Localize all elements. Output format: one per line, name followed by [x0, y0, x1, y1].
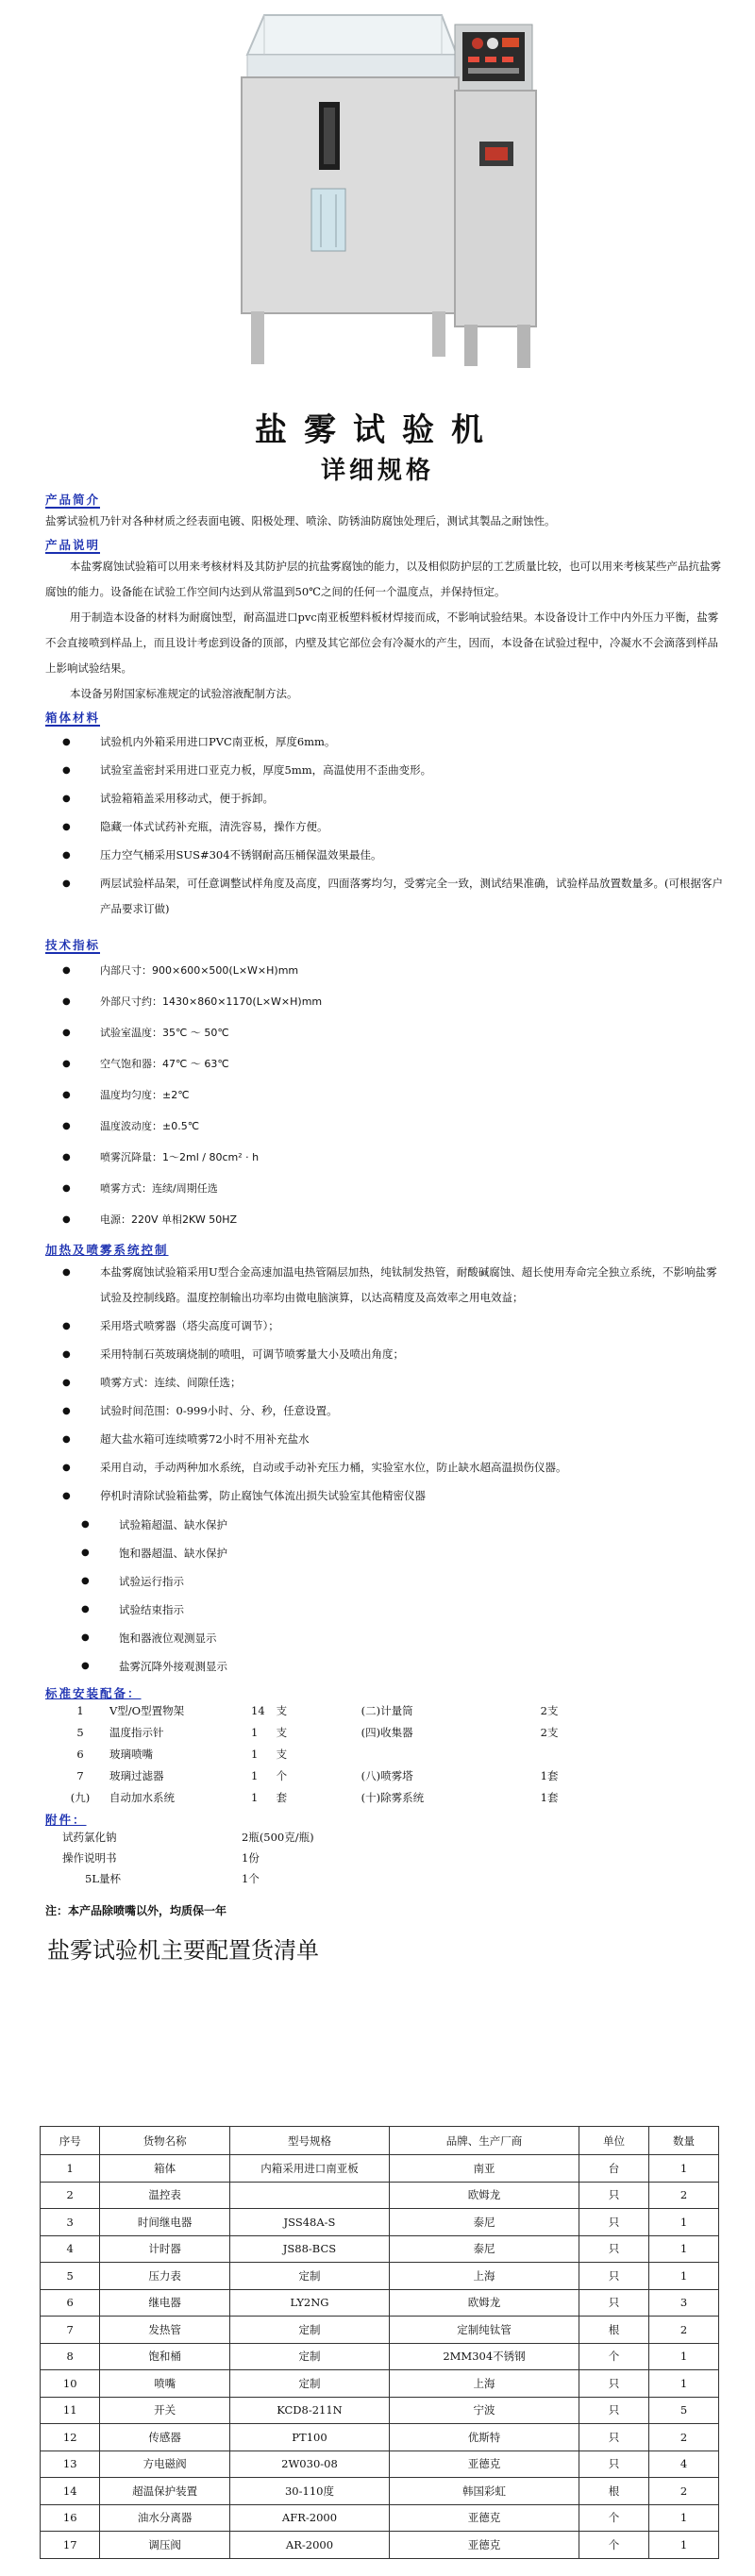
table-cell: 30-110度 — [229, 2478, 389, 2505]
table-row — [41, 2289, 719, 2317]
section-heading-description: 产品说明 — [45, 538, 101, 552]
table-cell: AFR-2000 — [229, 2504, 389, 2532]
table-cell: 试药氯化钠 — [62, 1831, 117, 1844]
table-cell: 17 — [41, 2532, 100, 2559]
list-item: ● 饱和器超温、缺水保护 — [81, 1541, 725, 1565]
protection-list — [81, 1513, 725, 1679]
table-cell: (四)收集器 — [361, 1726, 413, 1739]
table-cell: (九) — [70, 1791, 91, 1804]
table-cell: 7 — [76, 1769, 84, 1782]
table-cell: 上海 — [390, 2370, 579, 2398]
table-cell: 1 — [648, 2235, 718, 2263]
column-header: 序号 — [41, 2127, 100, 2155]
table-row — [41, 2451, 719, 2478]
column-header: 货物名称 — [100, 2127, 229, 2155]
table-cell: 泰尼 — [390, 2209, 579, 2236]
table-cell: 只 — [579, 2182, 648, 2209]
list-item: ● 本盐雾腐蚀试验箱采用U型合金高速加温电热管隔层加热，纯钛制发热管，耐酸碱腐蚀、超长使用寿命完全独立系统，不影响盐雾试验及控制线路。温度控制输出功率均由微电脑演算，以达高精度及高效率之用电效益； — [62, 1260, 725, 1311]
table-header-row — [41, 2127, 719, 2155]
table-row — [57, 1787, 563, 1809]
table-cell: 方电磁阀 — [100, 2451, 229, 2478]
table-cell: 1 — [251, 1791, 259, 1804]
list-item: ● 试验室温度：35℃ ～ 50℃ — [62, 1019, 725, 1047]
list-item: ● 盐雾沉降外接观测显示 — [81, 1654, 725, 1679]
section-heading-attachment: 附件： — [45, 1813, 87, 1827]
table-cell: 宁波 — [390, 2397, 579, 2424]
list-item: ● 采用塔式喷雾器（塔尖高度可调节）； — [62, 1313, 725, 1339]
table-cell: LY2NG — [229, 2289, 389, 2317]
table-row — [41, 2209, 719, 2236]
table-cell: 2 — [648, 2424, 718, 2451]
table-cell: 自动加水系统 — [109, 1791, 175, 1804]
table-cell: AR-2000 — [229, 2532, 389, 2559]
attachment-table — [57, 1827, 320, 1889]
list-item: ● 采用自动，手动两种加水系统，自动或手动补充压力桶，实验室水位，防止缺水超高温损伤仪器。 — [62, 1455, 725, 1480]
list-item: ● 喷雾沉降量：1～2ml / 80cm² · h — [62, 1144, 725, 1172]
list-item: ● 外部尺寸约：1430×860×1170(L×W×H)mm — [62, 988, 725, 1016]
table-cell: 台 — [579, 2155, 648, 2183]
list-item: ● 温度均匀度：±2℃ — [62, 1081, 725, 1110]
table-cell: 1个 — [242, 1872, 260, 1885]
table-cell: 调压阀 — [100, 2532, 229, 2559]
table-cell: 2W030-08 — [229, 2451, 389, 2478]
table-cell: (二)计量筒 — [361, 1704, 413, 1717]
table-cell: 定制 — [229, 2263, 389, 2290]
list-item: ● 试验机内外箱采用进口PVC南亚板，厚度6mm。 — [62, 729, 725, 755]
table-cell: 亚德克 — [390, 2504, 579, 2532]
description-paragraph: 本盐雾腐蚀试验箱可以用来考核材料及其防护层的抗盐雾腐蚀的能力，以及相似防护层的工艺质量比较，也可以用来考核某些产品抗盐雾腐蚀的能力。设备能在试验工作空间内达到从常温到50℃之间的任何一个温度点，并保持恒定。 — [45, 560, 721, 598]
table-cell: 只 — [579, 2289, 648, 2317]
description-paragraph: 用于制造本设备的材料为耐腐蚀型，耐高温进口pvc南亚板塑料板材焊接而成，不影响试验结果。本设备设计工作中内外压力平衡，盐雾不会直接喷到样品上，而且设计考虑到设备的顶部，内壁及其它部位会有冷凝水的产生，因而，本设备在试验过程中，冷凝水不会滴落到样品上影响试验结果。 — [45, 611, 719, 675]
table-row — [57, 1744, 563, 1765]
table-row — [41, 2182, 719, 2209]
list-item: ● 试验结束指示 — [81, 1597, 725, 1622]
list-item: ● 停机时清除试验箱盐雾，防止腐蚀气体流出损失试验室其他精密仪器 — [62, 1483, 725, 1509]
column-header: 数量 — [648, 2127, 718, 2155]
spec-document — [45, 489, 725, 1965]
table-row — [41, 2397, 719, 2424]
list-item: ● 超大盐水箱可连续喷雾72小时不用补充盐水 — [62, 1427, 725, 1452]
table-cell: 只 — [579, 2209, 648, 2236]
table-row — [41, 2343, 719, 2370]
table-cell: 5 — [76, 1726, 84, 1739]
table-cell: 箱体 — [100, 2155, 229, 2183]
goods-table — [40, 2126, 719, 2559]
table-cell: 4 — [41, 2235, 100, 2263]
table-row — [41, 2317, 719, 2344]
intro-text: 盐雾试验机乃针对各种材质之经表面电镀、阳极处理、喷涂、防锈油防腐蚀处理后，测试其製品之耐蚀性。 — [45, 514, 556, 527]
table-cell: JSS48A-S — [229, 2209, 389, 2236]
table-cell: 1 — [648, 2504, 718, 2532]
table-row — [41, 2532, 719, 2559]
table-cell: 1 — [648, 2532, 718, 2559]
section-heading-accessories: 标准安装配备： — [45, 1686, 142, 1700]
table-cell: 饱和桶 — [100, 2343, 229, 2370]
list-item: ● 空气饱和器：47℃ ～ 63℃ — [62, 1050, 725, 1079]
table-cell: 亚德克 — [390, 2451, 579, 2478]
table-cell: 个 — [579, 2343, 648, 2370]
table-cell: 根 — [579, 2478, 648, 2505]
table-row — [41, 2155, 719, 2183]
goods-table-body — [41, 2155, 719, 2559]
table-cell: 1 — [648, 2209, 718, 2236]
table-cell: 操作说明书 — [62, 1851, 117, 1865]
table-cell: 欧姆龙 — [390, 2182, 579, 2209]
table-cell: 1 — [251, 1726, 259, 1739]
list-item: ● 喷雾方式：连续、间隙任选； — [62, 1370, 725, 1396]
table-cell: 1套 — [540, 1791, 559, 1804]
table-cell: 泰尼 — [390, 2235, 579, 2263]
table-cell: 定制 — [229, 2317, 389, 2344]
heating-list — [62, 1260, 725, 1509]
table-row — [41, 2504, 719, 2532]
table-cell: 时间继电器 — [100, 2209, 229, 2236]
table-cell: 只 — [579, 2235, 648, 2263]
table-cell: 发热管 — [100, 2317, 229, 2344]
table-cell: 1套 — [540, 1769, 559, 1782]
table-cell: 根 — [579, 2317, 648, 2344]
table-cell: 2 — [648, 2317, 718, 2344]
table-cell: 1 — [251, 1748, 259, 1761]
table-cell: 套 — [276, 1791, 288, 1804]
table-cell: 1 — [76, 1704, 84, 1717]
table-cell: 计时器 — [100, 2235, 229, 2263]
table-cell: 只 — [579, 2397, 648, 2424]
table-cell: 个 — [579, 2532, 648, 2559]
table-cell: 喷嘴 — [100, 2370, 229, 2398]
table-cell: 2 — [41, 2182, 100, 2209]
table-cell: 压力表 — [100, 2263, 229, 2290]
table-cell: 2支 — [540, 1704, 559, 1717]
table-cell: 14 — [251, 1704, 265, 1717]
table-row — [41, 2424, 719, 2451]
table-cell: 温度指示针 — [109, 1726, 164, 1739]
table-cell — [535, 1744, 564, 1765]
table-cell: 2 — [648, 2478, 718, 2505]
table-row — [41, 2370, 719, 2398]
table-cell: 1 — [648, 2343, 718, 2370]
table-cell — [356, 1744, 535, 1765]
table-cell: 7 — [41, 2317, 100, 2344]
table-cell: 个 — [276, 1769, 288, 1782]
table-cell: 传感器 — [100, 2424, 229, 2451]
table-cell: 1 — [648, 2263, 718, 2290]
table-cell: 玻璃喷嘴 — [109, 1748, 153, 1761]
table-row — [57, 1765, 563, 1787]
config-list-title: 盐雾试验机主要配置货清单 — [47, 1937, 319, 1964]
table-cell: 14 — [41, 2478, 100, 2505]
table-row — [41, 2235, 719, 2263]
table-cell: (八)喷雾塔 — [361, 1769, 413, 1782]
table-cell: 玻璃过滤器 — [109, 1769, 164, 1782]
table-row — [57, 1848, 320, 1868]
table-cell: 继电器 — [100, 2289, 229, 2317]
table-cell: 定制纯钛管 — [390, 2317, 579, 2344]
list-item: ● 两层试验样品架，可任意调整试样角度及高度，四面落雾均匀，受雾完全一致，测试结果准确，试验样品放置数量多。(可根据客户产品要求订做) — [62, 871, 725, 922]
table-cell: 支 — [276, 1748, 288, 1761]
table-cell: 只 — [579, 2370, 648, 2398]
table-cell: 1 — [648, 2370, 718, 2398]
list-item: ● 压力空气桶采用SUS#304不锈钢耐高压桶保温效果最佳。 — [62, 843, 725, 868]
table-cell: 只 — [579, 2263, 648, 2290]
table-cell: 3 — [41, 2209, 100, 2236]
list-item: ● 试验时间范围：0-999小时、分、秒，任意设置。 — [62, 1398, 725, 1424]
table-cell: 3 — [648, 2289, 718, 2317]
table-cell: KCD8-211N — [229, 2397, 389, 2424]
section-heading-heating: 加热及喷雾系统控制 — [45, 1243, 169, 1257]
list-item: ● 试验箱超温、缺水保护 — [81, 1513, 725, 1537]
table-cell: 1 — [648, 2155, 718, 2183]
table-cell: 5 — [41, 2263, 100, 2290]
column-header: 单位 — [579, 2127, 648, 2155]
list-item: ● 试验箱箱盖采用移动式，便于拆卸。 — [62, 786, 725, 811]
table-cell: PT100 — [229, 2424, 389, 2451]
table-cell: 韩国彩虹 — [390, 2478, 579, 2505]
table-cell: 温控表 — [100, 2182, 229, 2209]
section-heading-intro: 产品简介 — [45, 493, 101, 507]
table-cell: 只 — [579, 2451, 648, 2478]
table-cell: 优斯特 — [390, 2424, 579, 2451]
table-row — [57, 1868, 320, 1889]
table-cell: 南亚 — [390, 2155, 579, 2183]
table-cell: 1 — [251, 1769, 259, 1782]
product-photo — [189, 0, 566, 377]
accessories-table — [57, 1700, 563, 1809]
materials-list — [62, 729, 725, 922]
table-cell: 5 — [648, 2397, 718, 2424]
list-item: ● 内部尺寸：900×600×500(L×W×H)mm — [62, 957, 725, 985]
salt-spray-chamber-image — [189, 0, 566, 377]
warranty-note: 注：本产品除喷嘴以外，均质保一年 — [45, 1904, 227, 1917]
list-item: ● 试验室盖密封采用进口亚克力板，厚度5mm，高温使用不歪曲变形。 — [62, 758, 725, 783]
table-cell: 6 — [41, 2289, 100, 2317]
table-row — [57, 1722, 563, 1744]
table-cell: 12 — [41, 2424, 100, 2451]
list-item: ● 饱和器液位观测显示 — [81, 1626, 725, 1650]
list-item: ● 电源：220V 单相2KW 50HZ — [62, 1206, 725, 1234]
description-paragraph: 本设备另附国家标准规定的试验溶液配制方法。 — [70, 687, 298, 700]
table-cell: 亚德克 — [390, 2532, 579, 2559]
table-cell: (十)除雾系统 — [361, 1791, 425, 1804]
table-cell: 1份 — [242, 1851, 260, 1865]
list-item: ● 采用特制石英玻璃烧制的喷咀，可调节喷雾量大小及喷出角度； — [62, 1342, 725, 1367]
table-cell: 欧姆龙 — [390, 2289, 579, 2317]
table-cell: 开关 — [100, 2397, 229, 2424]
table-cell: 定制 — [229, 2370, 389, 2398]
page-subtitle: 详细规格 — [320, 457, 434, 485]
column-header: 型号规格 — [229, 2127, 389, 2155]
table-cell: 11 — [41, 2397, 100, 2424]
table-cell: 定制 — [229, 2343, 389, 2370]
table-cell: 个 — [579, 2504, 648, 2532]
table-row — [41, 2263, 719, 2290]
table-cell: 5L量杯 — [85, 1872, 121, 1885]
table-cell: 16 — [41, 2504, 100, 2532]
table-cell: 8 — [41, 2343, 100, 2370]
table-cell: JS88-BCS — [229, 2235, 389, 2263]
tech-list — [62, 957, 725, 1234]
table-cell: 支 — [276, 1704, 288, 1717]
table-cell: 2MM304不锈钢 — [390, 2343, 579, 2370]
table-row — [41, 2478, 719, 2505]
table-cell: 超温保护装置 — [100, 2478, 229, 2505]
table-cell: 油水分离器 — [100, 2504, 229, 2532]
table-cell: 13 — [41, 2451, 100, 2478]
table-cell: 支 — [276, 1726, 288, 1739]
table-cell: 4 — [648, 2451, 718, 2478]
section-heading-materials: 箱体材料 — [45, 711, 101, 725]
table-cell: 6 — [76, 1748, 84, 1761]
table-cell: 只 — [579, 2424, 648, 2451]
table-row — [57, 1700, 563, 1722]
table-cell: V型/O型置物架 — [109, 1704, 185, 1717]
table-cell: 10 — [41, 2370, 100, 2398]
table-row — [57, 1827, 320, 1848]
page-title: 盐雾试验机 — [255, 411, 500, 449]
list-item: ● 试验运行指示 — [81, 1569, 725, 1594]
section-heading-tech: 技术指标 — [45, 938, 101, 952]
column-header: 品牌、生产厂商 — [390, 2127, 579, 2155]
table-cell: 内箱采用进口南亚板 — [229, 2155, 389, 2183]
table-cell — [229, 2182, 389, 2209]
table-cell: 2 — [648, 2182, 718, 2209]
list-item: ● 喷雾方式：连续/周期任选 — [62, 1175, 725, 1203]
list-item: ● 隐藏一体式试药补充瓶，清洗容易，操作方便。 — [62, 814, 725, 840]
table-cell: 2瓶(500克/瓶) — [242, 1831, 314, 1844]
table-cell: 1 — [41, 2155, 100, 2183]
table-cell: 上海 — [390, 2263, 579, 2290]
table-cell: 2支 — [540, 1726, 559, 1739]
list-item: ● 温度波动度：±0.5℃ — [62, 1112, 725, 1141]
